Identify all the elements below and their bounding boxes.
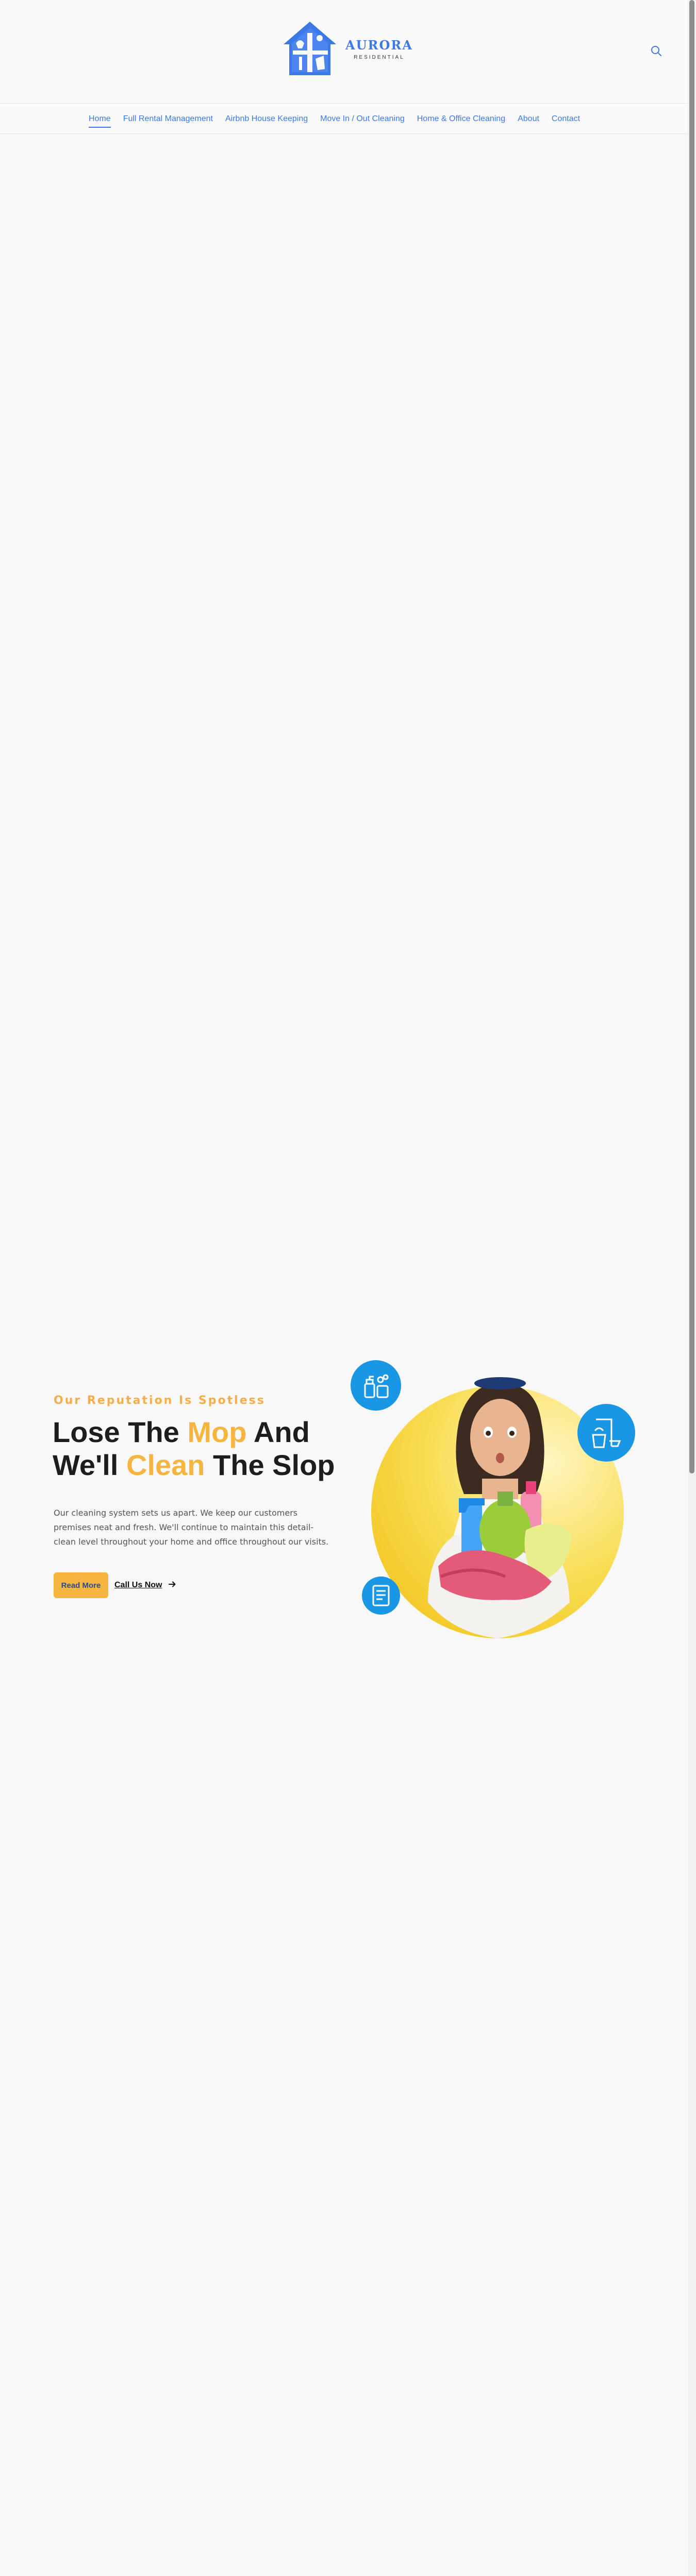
nav-item-home[interactable]: Home — [89, 112, 111, 126]
site-header — [0, 0, 688, 103]
site-logo[interactable] — [278, 18, 412, 80]
hero-section — [0, 1360, 688, 1638]
main-navigation — [0, 103, 688, 134]
headline-part-1: Lose The — [53, 1416, 188, 1448]
logo-title: AURORA — [345, 38, 413, 53]
page-scrollbar[interactable] — [688, 0, 696, 2576]
call-us-now-label: Call Us Now — [114, 1581, 162, 1589]
headline-accent-clean: Clean — [126, 1449, 205, 1481]
headline-accent-mop: Mop — [187, 1416, 247, 1448]
house-brush-icon — [278, 18, 341, 80]
checklist-icon — [362, 1577, 400, 1615]
cleaning-supplies-icon — [351, 1360, 401, 1411]
headline-part-2: And We'll — [53, 1416, 310, 1481]
mop-bucket-icon — [577, 1404, 635, 1462]
nav-item-full-rental-management[interactable]: Full Rental Management — [123, 114, 213, 123]
read-more-button[interactable]: Read More — [54, 1572, 108, 1598]
nav-item-move-in-out-cleaning[interactable]: Move In / Out Cleaning — [320, 114, 405, 123]
arrow-right-icon — [168, 1580, 176, 1591]
hero-illustration — [351, 1360, 639, 1638]
logo-text — [345, 38, 413, 60]
headline-part-3: The Slop — [205, 1449, 335, 1481]
scrollbar-thumb[interactable] — [689, 0, 694, 1473]
logo-tagline: RESIDENTIAL — [354, 55, 405, 60]
nav-item-contact[interactable]: Contact — [551, 114, 581, 123]
hero-eyebrow: Our Reputation Is Spotless — [54, 1394, 266, 1407]
nav-item-airbnb-house-keeping[interactable]: Airbnb House Keeping — [225, 114, 308, 123]
nav-item-home-office-cleaning[interactable]: Home & Office Cleaning — [417, 114, 506, 123]
search-icon[interactable] — [651, 45, 662, 57]
nav-item-about[interactable]: About — [518, 114, 539, 123]
call-us-now-link[interactable] — [114, 1572, 176, 1598]
hero-description: Our cleaning system sets us apart. We keep our customers premises neat and fresh. We'll continue to maintain this detail-clean level throughout your home and office throughout our visits. — [54, 1508, 329, 1547]
hero-headline — [53, 1416, 341, 1482]
